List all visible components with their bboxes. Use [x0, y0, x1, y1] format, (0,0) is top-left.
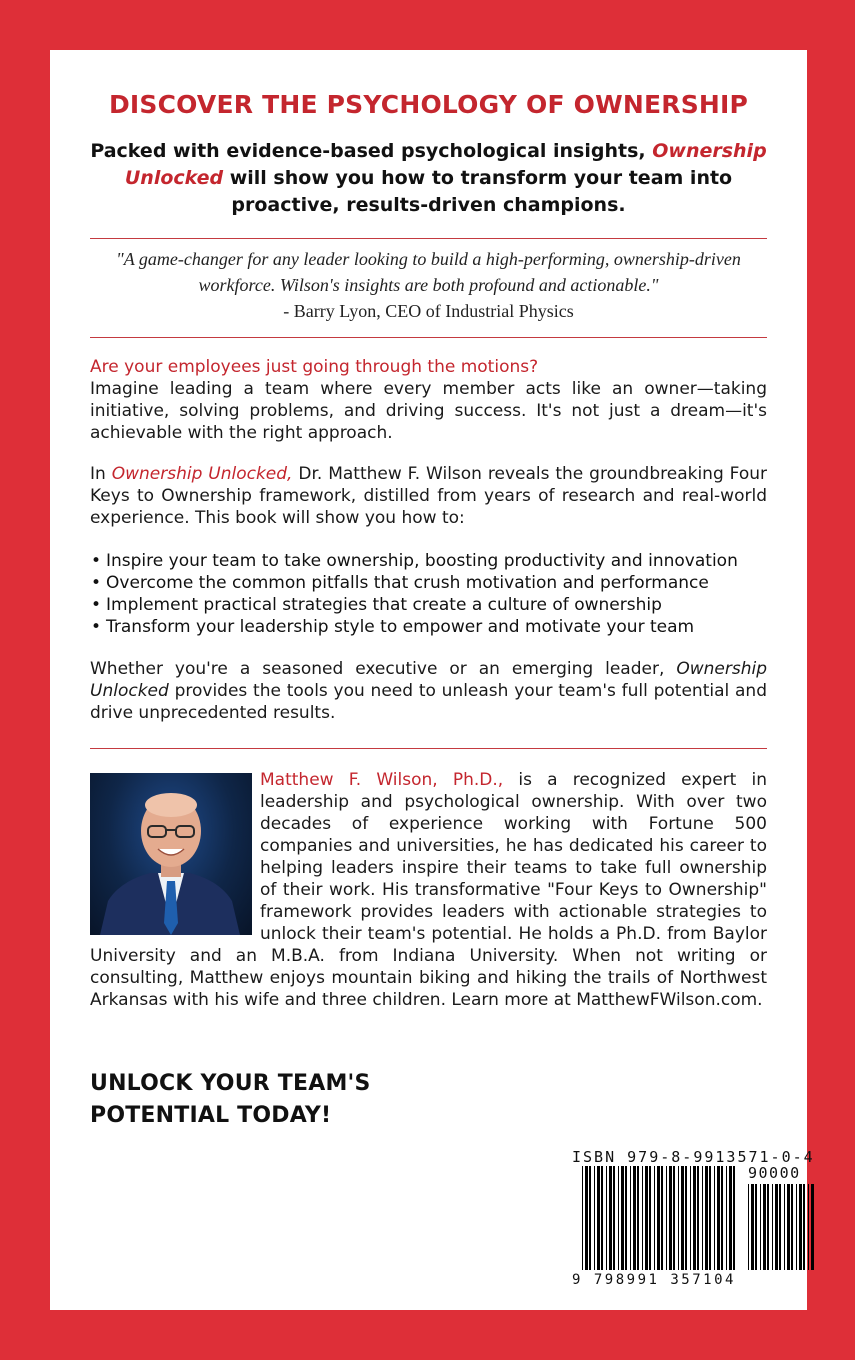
barcode-bar: [690, 1166, 691, 1270]
barcode-bar: [748, 1184, 749, 1270]
barcode-bar: [637, 1166, 639, 1270]
price-code: 90000: [748, 1164, 801, 1182]
barcode-bar: [760, 1184, 761, 1270]
p3-prefix: Whether you're a seasoned executive or an emerging leader,: [90, 659, 677, 679]
p2-book-title: Ownership Unlocked,: [111, 464, 293, 484]
barcode-bar: [751, 1184, 754, 1270]
barcode-bar: [799, 1184, 802, 1270]
barcode-bar: [642, 1166, 643, 1270]
barcode-bar: [597, 1166, 600, 1270]
list-item-text: Transform your leadership style to empower and motivate your team: [106, 617, 695, 637]
barcode-bar: [601, 1166, 603, 1270]
bullet-marker: •: [91, 551, 102, 571]
barcode-bar: [633, 1166, 636, 1270]
testimonial: [90, 246, 767, 324]
barcode-bar: [606, 1166, 607, 1270]
call-to-action: UNLOCK YOUR TEAM'S POTENTIAL TODAY!: [90, 1071, 371, 1128]
divider-middle: [90, 337, 767, 338]
intro-after: will show you how to transform your team into proactive, results-driven champions.: [223, 167, 733, 216]
testimonial-quote: "A game-changer for any leader looking to build a high-performing, ownership-driven workforce. Wilson's insights are both profound and actionable.": [116, 249, 741, 295]
paragraph-whether: [90, 658, 767, 724]
barcode-bar: [625, 1166, 627, 1270]
divider-bottom: [90, 748, 767, 749]
barcode-bar: [594, 1166, 595, 1270]
barcode-bar: [630, 1166, 631, 1270]
bullet-marker: •: [91, 573, 102, 593]
barcode-bar: [681, 1166, 684, 1270]
headline: DISCOVER THE PSYCHOLOGY OF OWNERSHIP: [108, 90, 749, 119]
barcode-bar: [609, 1166, 612, 1270]
bullet-marker: •: [91, 617, 102, 637]
author-bio-text: is a recognized expert in leadership and psychological ownership. With over two decades of experience working with Fortune 500 companies and universities, he has dedicated his career to helping leaders inspire their teams to take full ownership of their work. His transformative "Four Keys to Ownership" framework provides leaders with actionable strategies to unlock their team's potential. He holds a Ph.D. from Baylor University and an M.B.A. from Indiana University. When not writing or consulting, Matthew enjoys mountain biking and hiking the trails of Northwest Arkansas with his wife and three children. Learn more at MatthewFWilson.com.: [90, 770, 767, 1010]
barcode-bar: [697, 1166, 699, 1270]
bullet-marker: •: [91, 595, 102, 615]
list-item-text: Overcome the common pitfalls that crush motivation and performance: [106, 573, 709, 593]
intro-book-title: Ownership Unlocked: [124, 140, 767, 189]
benefits-list: [90, 550, 767, 638]
barcode-bar: [779, 1184, 781, 1270]
barcode-bar: [649, 1166, 651, 1270]
list-item: [90, 616, 767, 638]
barcode-bar: [661, 1166, 663, 1270]
barcode-bar: [714, 1166, 715, 1270]
barcode-bar: [621, 1166, 624, 1270]
barcode-bar: [784, 1184, 785, 1270]
barcode-bar: [755, 1184, 757, 1270]
barcode-bar: [772, 1184, 773, 1270]
barcode-bar: [726, 1166, 727, 1270]
barcode-bar: [733, 1166, 735, 1270]
testimonial-attribution: - Barry Lyon, CEO of Industrial Physics: [283, 301, 574, 321]
barcode-bar: [775, 1184, 778, 1270]
barcode-bar: [729, 1166, 732, 1270]
p2-prefix: In: [90, 464, 112, 484]
barcode-bar: [693, 1166, 696, 1270]
p3-book-title: Ownership Unlocked: [90, 659, 767, 701]
ean-digits: 9 798991 357104: [572, 1272, 736, 1288]
barcode-bar: [811, 1184, 814, 1270]
back-cover-panel: [50, 50, 815, 1310]
p2-rest: Dr. Matthew F. Wilson reveals the groundbreaking Four Keys to Ownership framework, distilled from years of research and real-world experience. This book will show you how to:: [90, 464, 767, 528]
barcode-bar: [709, 1166, 711, 1270]
barcode-bar: [717, 1166, 720, 1270]
p3-rest: provides the tools you need to unleash your team's full potential and drive unprecedented results.: [90, 681, 767, 723]
intro-before: Packed with evidence-based psychological insights,: [90, 140, 653, 162]
divider-top: [90, 238, 767, 239]
barcode-bars: [572, 1166, 822, 1272]
list-item: [90, 572, 767, 594]
barcode-bar: [705, 1166, 708, 1270]
barcode-bar: [645, 1166, 648, 1270]
paragraph-imagine: Imagine leading a team where every member acts like an owner—taking initiative, solving problems, and driving success. It's not just a dream—it's achievable with the right approach.: [90, 379, 767, 443]
barcode-bar: [808, 1184, 809, 1270]
paragraph-framework: [90, 463, 767, 529]
barcode-bar: [673, 1166, 675, 1270]
intro-blurb: [90, 138, 767, 219]
list-item-text: Inspire your team to take ownership, boosting productivity and innovation: [106, 551, 738, 571]
list-item: [90, 594, 767, 616]
barcode-bar: [589, 1166, 591, 1270]
author-bio: [90, 769, 767, 1011]
barcode-bar: [666, 1166, 667, 1270]
photo-spacer: [90, 769, 260, 945]
barcode-bar: [803, 1184, 805, 1270]
barcode-bar: [767, 1184, 769, 1270]
list-item-text: Implement practical strategies that create a culture of ownership: [106, 595, 662, 615]
lead-question: Are your employees just going through the motions?: [90, 357, 539, 377]
barcode-bar: [613, 1166, 615, 1270]
author-name: Matthew F. Wilson, Ph.D.,: [260, 770, 504, 790]
barcode-bar: [763, 1184, 766, 1270]
barcode-bar: [618, 1166, 619, 1270]
list-item: [90, 550, 767, 572]
isbn-barcode: [572, 1148, 822, 1293]
barcode-bar: [669, 1166, 672, 1270]
barcode-bar: [585, 1166, 588, 1270]
barcode-bar: [721, 1166, 723, 1270]
barcode-bar: [787, 1184, 790, 1270]
barcode-bar: [791, 1184, 793, 1270]
barcode-bar: [582, 1166, 583, 1270]
barcode-bar: [657, 1166, 660, 1270]
barcode-bar: [654, 1166, 655, 1270]
isbn-label: ISBN 979-8-9913571-0-4: [572, 1148, 815, 1166]
barcode-bar: [702, 1166, 703, 1270]
barcode-bar: [685, 1166, 687, 1270]
barcode-bar: [796, 1184, 797, 1270]
barcode-bar: [678, 1166, 679, 1270]
